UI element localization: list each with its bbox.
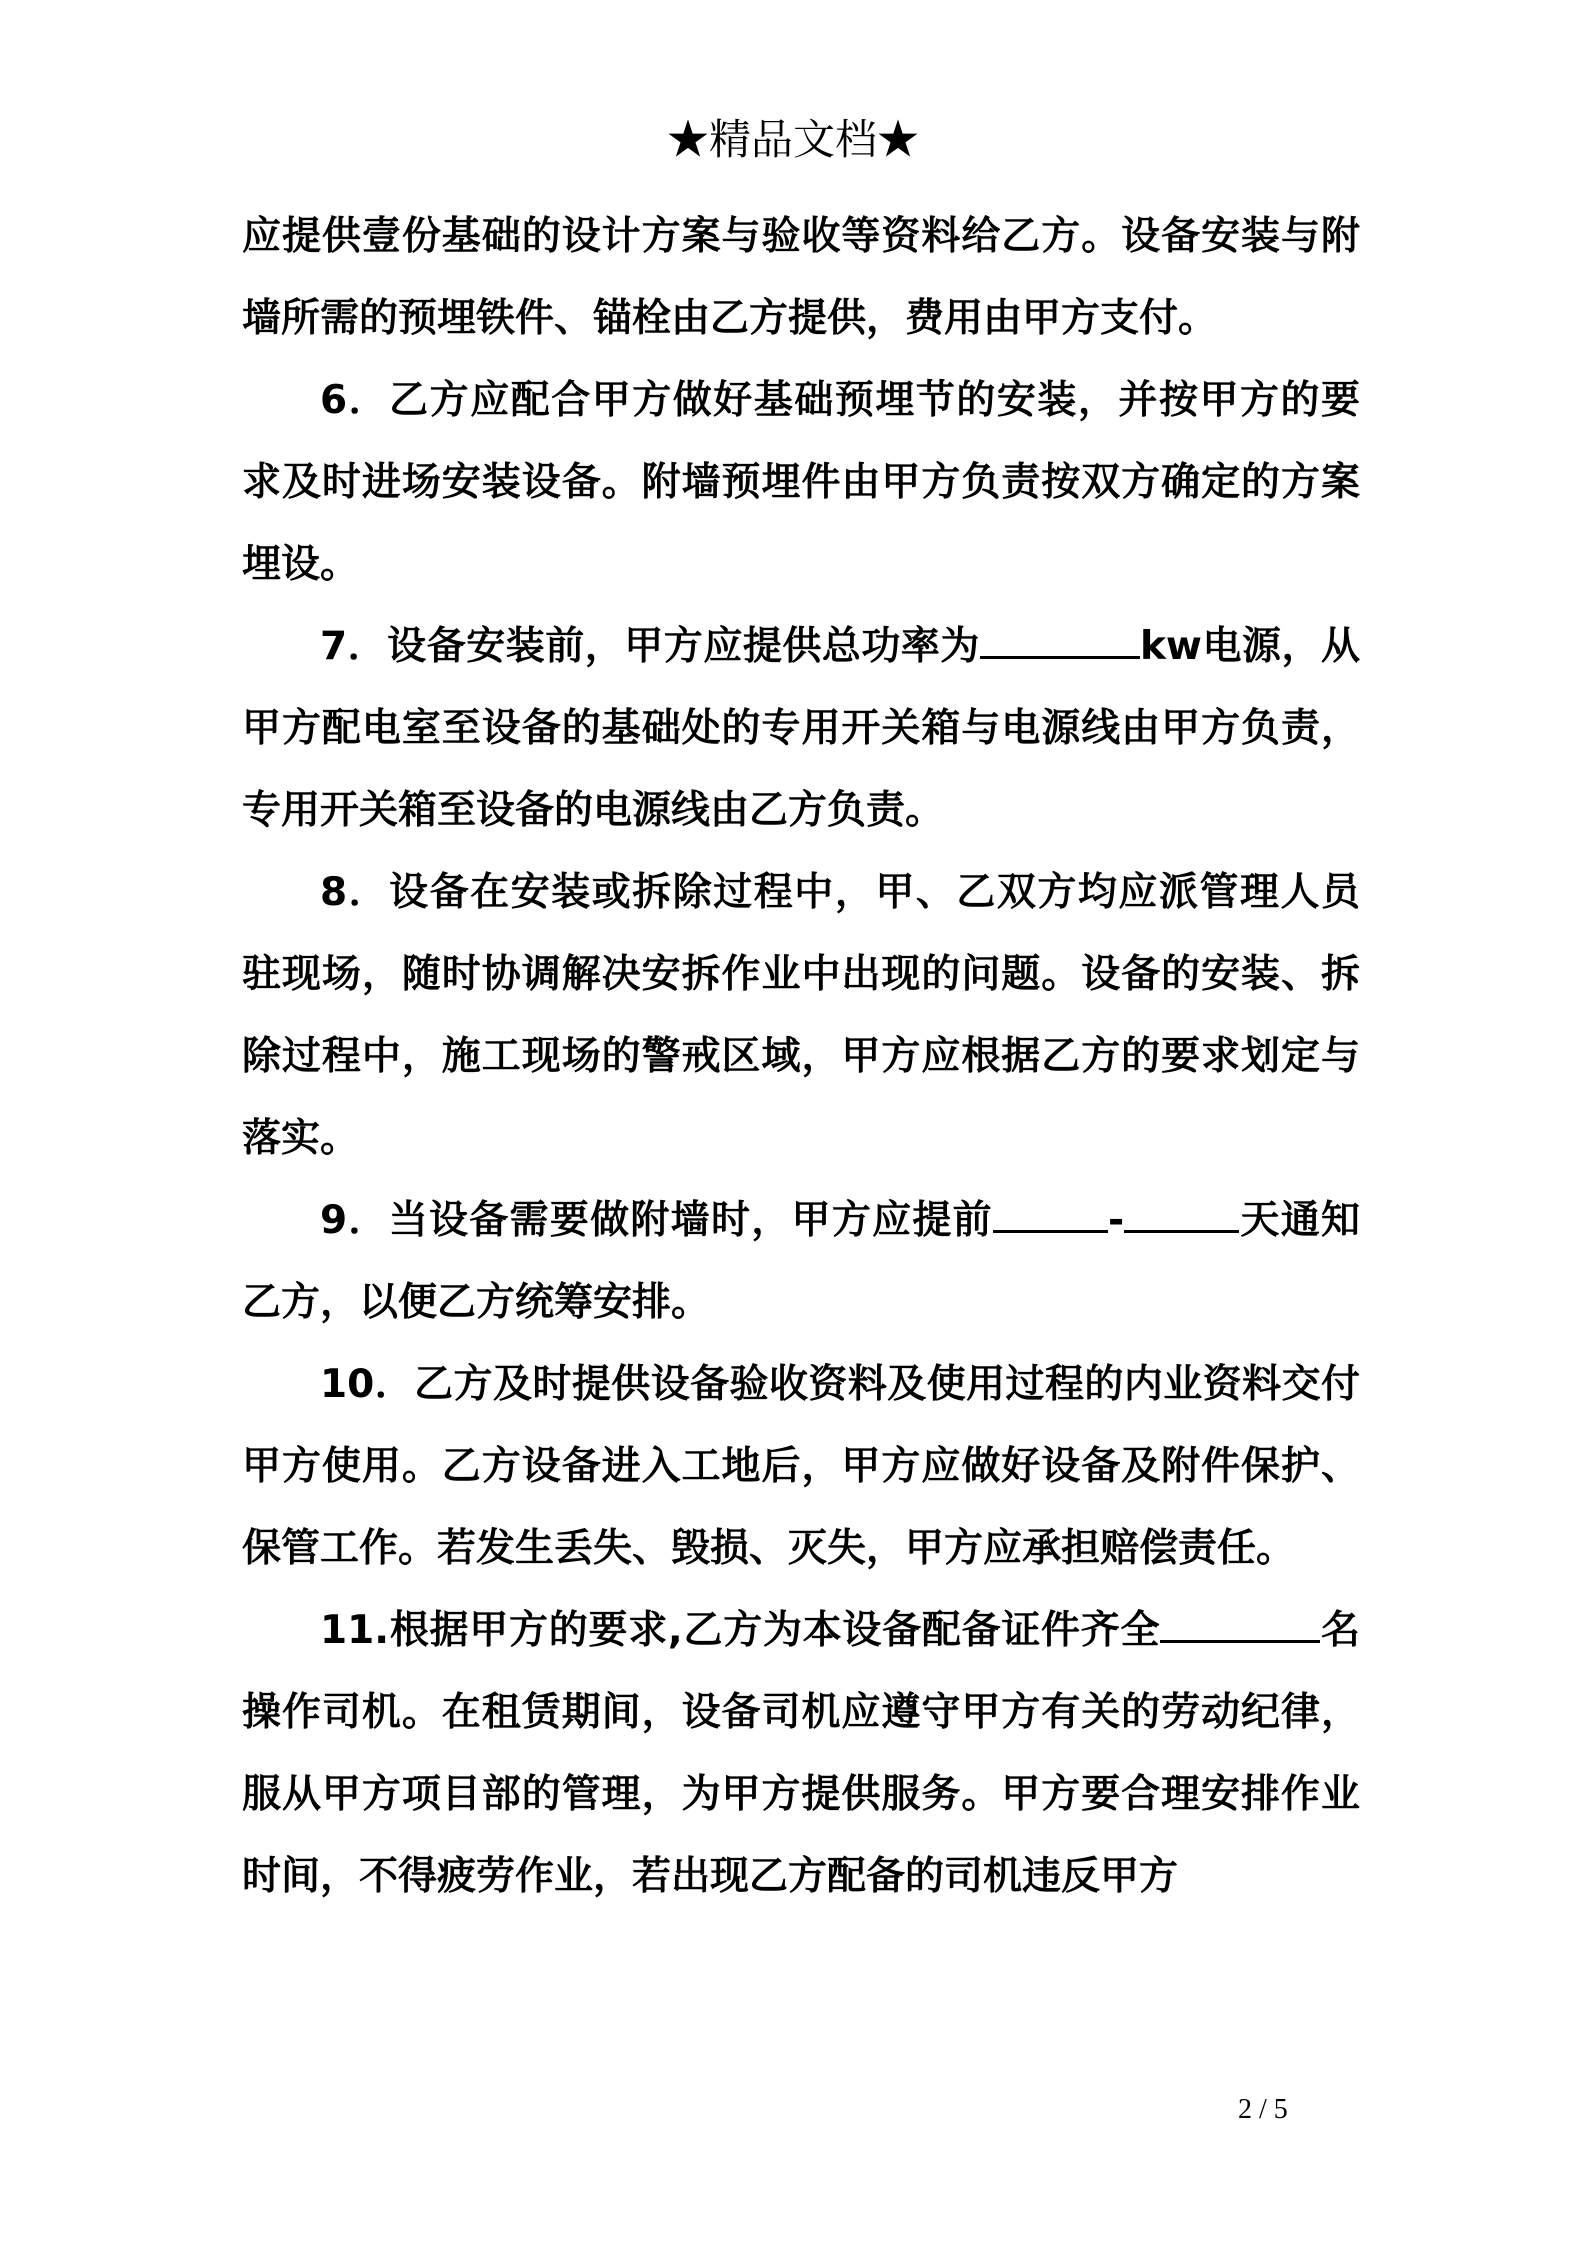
item-7-text-before: 7．设备安装前，甲方应提供总功率为 <box>320 624 980 669</box>
days-end-blank-field <box>1124 1194 1239 1233</box>
document-body <box>242 196 1360 1918</box>
document-header <box>0 110 1586 170</box>
item-9-dash: - <box>1107 1198 1125 1243</box>
drivers-count-blank-field <box>1160 1604 1320 1643</box>
item-9-text-before: 9．当设备需要做附墙时，甲方应提前 <box>320 1198 993 1243</box>
page-number: 2 / 5 <box>1238 2094 1288 2125</box>
power-blank-field <box>980 620 1140 659</box>
paragraph-item-8: 8．设备在安装或拆除过程中，甲、乙双方均应派管理人员驻现场，随时协调解决安拆作业中出现的问题。设备的安装、拆除过程中，施工现场的警戒区域，甲方应根据乙方的要求划定与落实。 <box>242 870 1360 1161</box>
header-title: ★精品文档★ <box>666 115 919 164</box>
paragraph-item-7 <box>242 606 1360 852</box>
days-start-blank-field <box>993 1194 1108 1233</box>
paragraph-item-11 <box>242 1590 1360 1918</box>
paragraph-item-10: 10．乙方及时提供设备验收资料及使用过程的内业资料交付甲方使用。乙方设备进入工地后，甲方应做好设备及附件保护、保管工作。若发生丢失、毁损、灭失，甲方应承担赔偿责任。 <box>242 1362 1360 1571</box>
page-footer <box>1238 2090 1288 2130</box>
item-11-text-after: 名操作司机。在租赁期间，设备司机应遵守甲方有关的劳动纪律，服从甲方项目部的管理，为甲方提供服务。甲方要合理安排作业时间，不得疲劳作业，若出现乙方配备的司机违反甲方 <box>242 1608 1360 1899</box>
item-9-text-after: 天通知乙方，以便乙方统筹安排。 <box>242 1198 1360 1325</box>
item-7-text-after: kw电源，从甲方配电室至设备的基础处的专用开关箱与电源线由甲方负责，专用开关箱至设备的电源线由乙方负责。 <box>242 624 1360 833</box>
paragraph-item-9 <box>242 1180 1360 1344</box>
paragraph-continuation: 应提供壹份基础的设计方案与验收等资料给乙方。设备安装与附墙所需的预埋铁件、锚栓由乙方提供，费用由甲方支付。 <box>242 214 1360 341</box>
paragraph-item-6: 6．乙方应配合甲方做好基础预埋节的安装，并按甲方的要求及时进场安装设备。附墙预埋件由甲方负责按双方确定的方案埋设。 <box>242 378 1360 587</box>
item-11-text-before: 11.根据甲方的要求,乙方为本设备配备证件齐全 <box>320 1608 1161 1653</box>
